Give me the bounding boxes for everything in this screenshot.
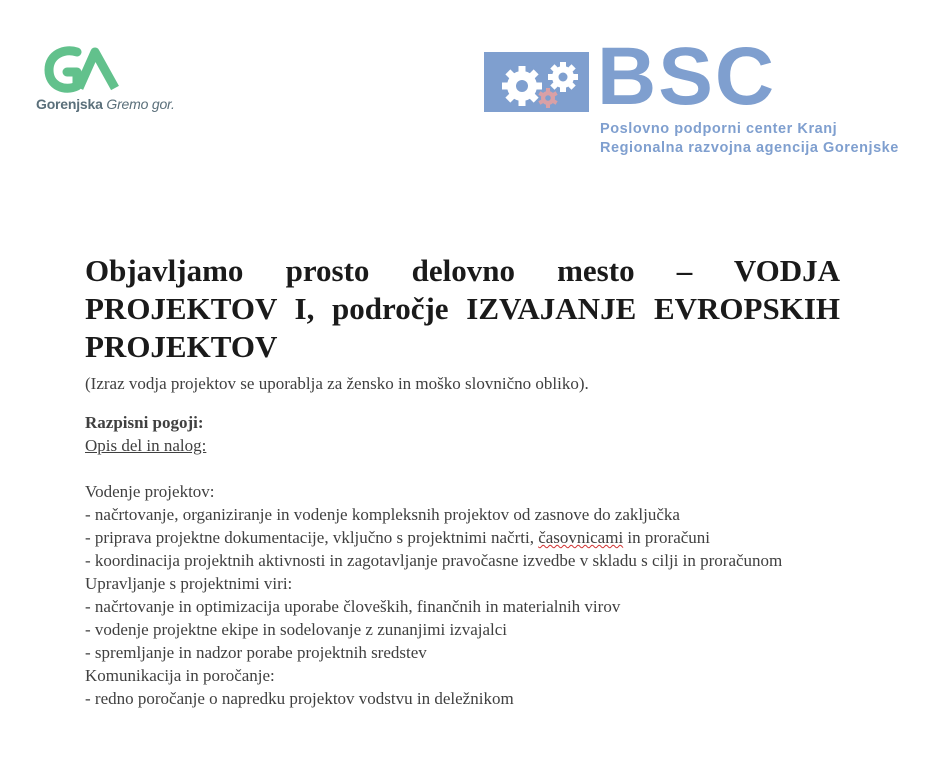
group-heading-resources: Upravljanje s projektnimi viri: [85, 574, 293, 593]
list-item: - redno poročanje o napredku projektov vodstvu in deležnikom [85, 689, 514, 708]
brand-name: Gorenjska [36, 96, 103, 112]
section-heading: Razpisni pogoji: [85, 413, 204, 432]
bsc-subtitle-line2: Regionalna razvojna agencija Gorenjske [600, 140, 899, 156]
list-item-text: in proračuni [623, 528, 711, 547]
document-body [85, 252, 840, 710]
gears-icon [484, 52, 589, 112]
group-heading-project-management: Vodenje projektov: [85, 482, 215, 501]
brand-slogan: Gremo gor. [106, 96, 175, 112]
bsc-logo [484, 31, 914, 164]
list-item: - načrtovanje, organiziranje in vodenje kompleksnih projektov od zasnove do zaključka [85, 505, 680, 524]
gorenjska-logo [36, 46, 196, 116]
list-item: - koordinacija projektnih aktivnosti in zagotavljanje pravočasne izvedbe v skladu s cilji in proračunom [85, 551, 783, 570]
list-item: - načrtovanje in optimizacija uporabe človeških, finančnih in materialnih virov [85, 597, 621, 616]
list-item [85, 526, 840, 549]
list-item: - vodenje projektne ekipe in sodelovanje z zunanjimi izvajalci [85, 620, 508, 639]
spellcheck-flagged-word: časovnicami [538, 528, 624, 547]
list-item-text: - priprava projektne dokumentacije, vključno s projektnimi načrti, [85, 528, 539, 547]
group-heading-communication: Komunikacija in poročanje: [85, 666, 275, 685]
bsc-wordmark: BSC [597, 31, 777, 122]
list-item: - spremljanje in nadzor porabe projektnih sredstev [85, 643, 427, 662]
job-title: Objavljamo prosto delovno mesto – VODJA PROJEKTOV I, področje IZVAJANJE EVROPSKIH PROJEKTOV [85, 253, 840, 364]
gorenjska-tagline [36, 96, 175, 112]
duties-list [85, 480, 840, 710]
bsc-subtitle-line1: Poslovno podporni center Kranj [600, 121, 838, 137]
section-subheading: Opis del in nalog: [85, 436, 207, 455]
gender-note: (Izraz vodja projektov se uporablja za žensko in moško slovnično obliko). [85, 374, 589, 393]
ga-monogram-icon [43, 46, 123, 94]
